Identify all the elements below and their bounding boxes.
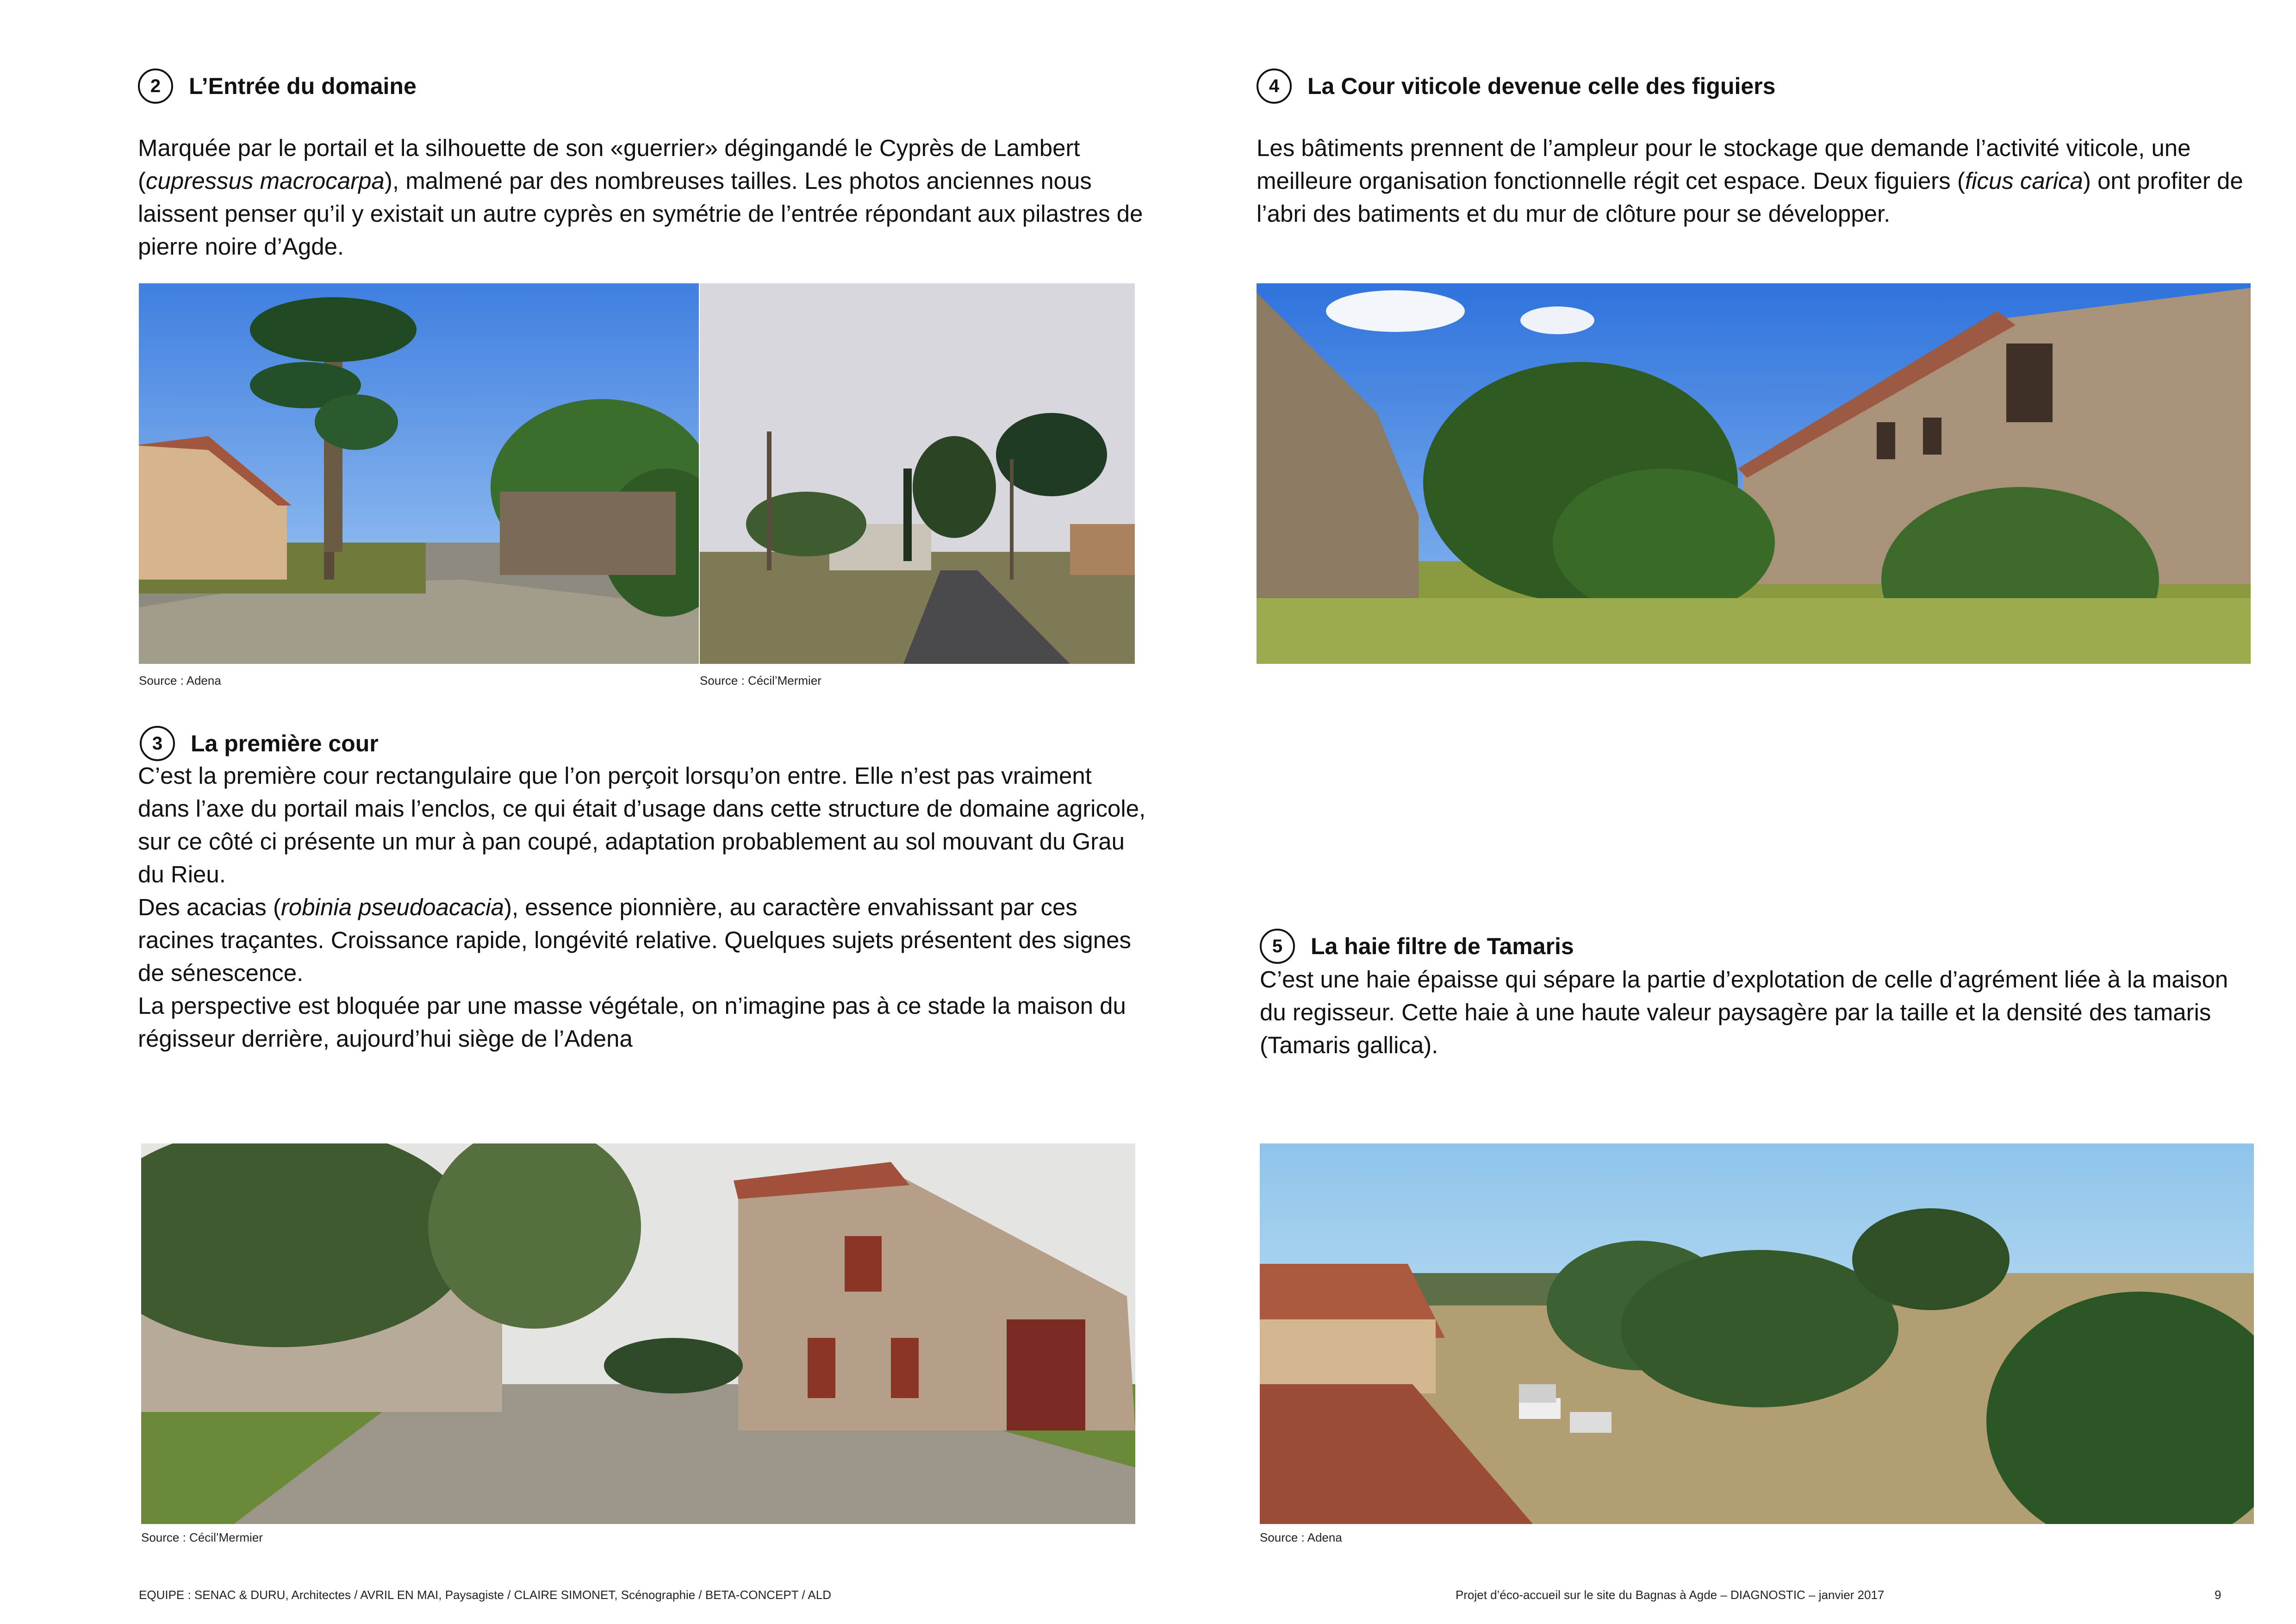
latin-name: cupressus macrocarpa <box>145 168 385 194</box>
section-title: La première cour <box>191 731 379 756</box>
photo-caption: Source : Adena <box>1260 1530 1342 1544</box>
footer-project-title: Projet d’éco-accueil sur le site du Bagnas à Agde – DIAGNOSTIC – janvier 2017 <box>1456 1588 1885 1602</box>
section-4-heading <box>1257 69 1775 104</box>
section-number: 5 <box>1260 929 1295 964</box>
footer-team-credits: EQUIPE : SENAC & DURU, Architectes / AVRIL EN MAI, Paysagiste / CLAIRE SIMONET, Scénographie / BETA-CONCEPT / ALD <box>139 1588 831 1602</box>
section-2-body <box>138 131 1147 263</box>
section-title: La Cour viticole devenue celle des figuiers <box>1307 73 1776 99</box>
section-number: 4 <box>1257 69 1292 104</box>
latin-name: ficus carica <box>1965 168 2083 194</box>
entrance-gate-cypress-photo <box>139 283 699 664</box>
paragraph: C’est une haie épaisse qui sépare la partie d’explotation de celle d’agrément liée à la maison du regisseur. Cette haie à une haute valeur paysagère par la taille et la densité des tamaris (Tamaris gallica). <box>1260 966 2228 1058</box>
text-run: Les bâtiments prennent de l’ampleur pour le stockage que demande l’activité viticole, une meilleure organisation fonctionnelle régit cet espace. Deux figuiers ( <box>1257 135 2191 194</box>
paragraph: La perspective est bloquée par une masse végétale, on n’imagine pas à ce stade la maison du régisseur derrière, aujourd’hui siège de l’Adena <box>138 993 1126 1052</box>
photo-caption: Source : Cécil’Mermier <box>141 1530 263 1544</box>
text-run: ), malmené par des nombreuses tailles. Les photos anciennes nous laissent penser qu’il y existait un autre cyprès en symétrie de l’entrée répondant aux pilastres de pierre noire d’Agde. <box>138 168 1143 260</box>
paragraph: C’est la première cour rectangulaire que l’on perçoit lorsqu’on entre. Elle n’est pas vraiment dans l’axe du portail mais l’enclos, ce qui était d’usage dans cette structure de domaine agricole, sur ce côté ci présente un mur à pan coupé, adaptation probablement au sol mouvant du Grau du Rieu. <box>138 762 1146 887</box>
latin-name: robinia pseudoacacia <box>280 894 504 920</box>
section-number: 2 <box>138 69 173 104</box>
wine-court-fig-trees-photo <box>1257 283 2251 664</box>
tamaris-hedge-aerial-photo <box>1260 1143 2254 1524</box>
section-5-body <box>1260 963 2259 1062</box>
section-3-body <box>138 759 1147 1055</box>
section-3-heading <box>140 726 379 761</box>
photo-caption: Source : Adena <box>139 674 221 687</box>
text-run: ) ont profiter de l’abri des batiments et du mur de clôture pour se développer. <box>1257 168 2243 227</box>
page-number: 9 <box>2215 1588 2221 1602</box>
section-title: La haie filtre de Tamaris <box>1311 933 1574 959</box>
photo-caption: Source : Cécil’Mermier <box>700 674 821 687</box>
section-title: L’Entrée du domaine <box>189 73 417 99</box>
section-5-heading <box>1260 929 1574 964</box>
text-run: Des acacias ( <box>138 894 281 920</box>
section-4-body <box>1257 131 2256 230</box>
text-run: Marquée par le portail et la silhouette de son «guerrier» dégingandé le Cyprès de Lambert ( <box>138 135 1080 194</box>
section-number: 3 <box>140 726 175 761</box>
road-cypress-overcast-photo <box>700 283 1135 664</box>
section-2-heading <box>138 69 417 104</box>
first-courtyard-panorama-photo <box>141 1143 1135 1524</box>
text-run: ), essence pionnière, au caractère envahissant par ces racines traçantes. Croissance rapide, longévité relative. Quelques sujets présentent des signes de sénescence. <box>138 894 1132 986</box>
